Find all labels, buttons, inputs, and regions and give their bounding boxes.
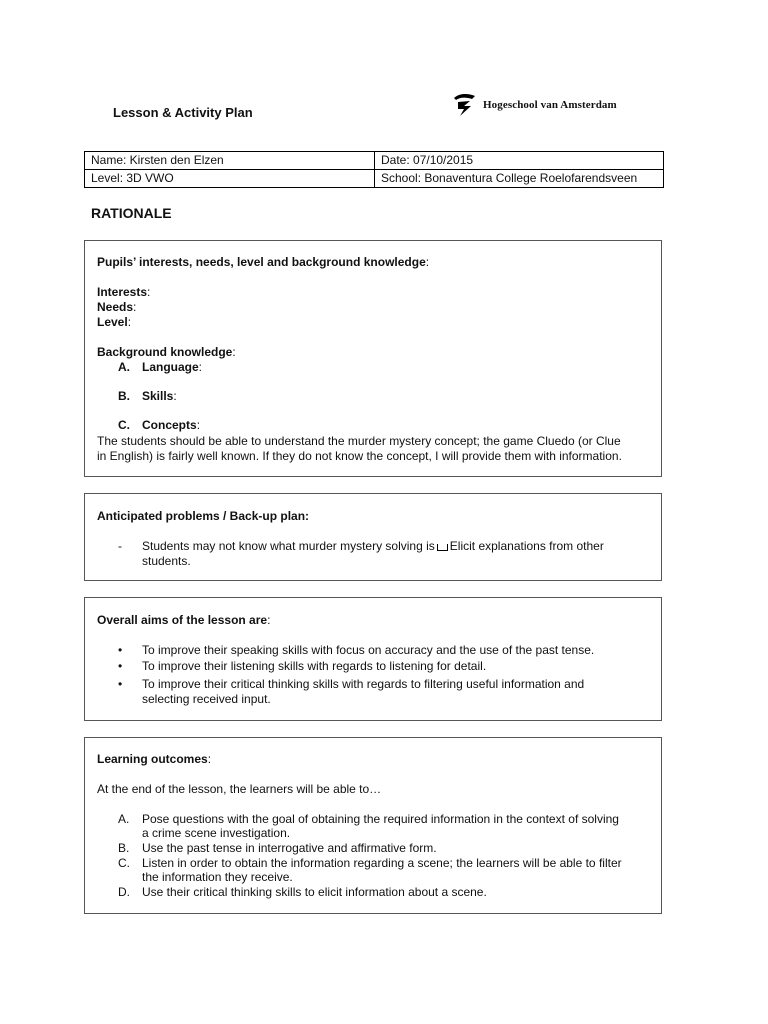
date-cell: Date: 07/10/2015 [375,152,664,170]
outcome-item: Use the past tense in interrogative and affirmative form. [142,841,437,855]
needs-label: Needs [97,300,134,314]
problems-heading: Anticipated problems / Back-up plan: [97,509,310,523]
aim-item: To improve their speaking skills with focus on accuracy and the use of the past tense. [142,643,595,657]
outcome-item-cont: a crime scene investigation. [142,826,291,840]
hva-logo-icon [452,92,478,118]
pupils-heading: Pupils’ interests, needs, level and background knowledge [97,255,426,269]
outcome-item-cont: the information they receive. [142,870,293,884]
table-row [85,170,664,188]
outcome-item: Listen in order to obtain the information regarding a scene; the learners will be able to filter [142,856,622,870]
institution-logo [452,92,617,118]
outcomes-heading: Learning outcomes [97,752,208,766]
info-table [84,151,664,188]
skills-label: Skills [142,389,174,403]
language-label: Language [142,360,199,374]
list-letter: C. [118,856,130,870]
aim-item: To improve their listening skills with regards to listening for detail. [142,659,487,673]
list-letter: D. [118,885,130,899]
aim-item: To improve their critical thinking skills with regards to filtering useful information and [142,677,585,691]
problem-text: Students may not know what murder mystery solving is [142,539,435,553]
outcomes-intro: At the end of the lesson, the learners will be able to… [97,782,382,796]
pupils-box: Pupils’ interests, needs, level and background knowledge: Interests: Needs: Level: Background knowledge: A. Language: B. Skills: C. Concepts: The students should be able to understand the murder mystery concept; the game Cluedo (or Clue in English) is fairly well known. If they do not know the concept, I will provide them with information. [84,240,662,477]
bullet-marker: • [118,677,123,691]
name-cell: Name: Kirsten den Elzen [85,152,375,170]
logo-text: Hogeschool van Amsterdam [483,99,617,111]
level-cell: Level: 3D VWO [85,170,375,188]
outcomes-box: Learning outcomes: At the end of the lesson, the learners will be able to… A. Pose questions with the goal of obtaining the required information in the context of solving a crime scene investigation. B. Use the past tense in interrogative and affirmative form. C. Listen in order to obtain the information regarding a scene; the learners will be able to filter the information they receive. D. Use their critical thinking skills to elicit information about a scene. [84,737,662,914]
school-cell: School: Bonaventura College Roelofarendsveen [375,170,664,188]
aims-heading: Overall aims of the lesson are [97,613,268,627]
document-title: Lesson & Activity Plan [113,105,253,120]
rationale-heading: RATIONALE [91,205,172,221]
bullet-marker: • [118,643,123,657]
aim-item-cont: selecting received input. [142,692,271,706]
list-letter: A. [118,360,130,374]
outcome-item: Use their critical thinking skills to elicit information about a scene. [142,885,487,899]
list-letter: C. [118,418,130,432]
concepts-text-line: in English) is fairly well known. If they do not know the concept, I will provide them with information. [97,449,622,463]
list-letter: B. [118,389,130,403]
list-letter: A. [118,812,130,826]
backup-text: Elicit explanations from other [449,539,604,553]
table-row [85,152,664,170]
problems-box [84,493,662,581]
background-label: Background knowledge [97,345,233,359]
concepts-label: Concepts [142,418,197,432]
list-letter: B. [118,841,130,855]
bullet-marker: • [118,659,123,673]
dash-marker: - [118,539,122,553]
level-label: Level [97,315,128,329]
problem-text-cont: students. [142,554,191,568]
arrow-icon [437,544,448,551]
outcome-item: Pose questions with the goal of obtaining the required information in the context of solving [142,812,619,826]
concepts-text-line: The students should be able to understand the murder mystery concept; the game Cluedo (or Clue [97,434,621,448]
interests-label: Interests [97,285,148,299]
aims-box: Overall aims of the lesson are: • To improve their speaking skills with focus on accuracy and the use of the past tense. • To improve their listening skills with regards to listening for detail. • To improve their critical thinking skills with regards to filtering useful information and selecting received input. [84,597,662,721]
